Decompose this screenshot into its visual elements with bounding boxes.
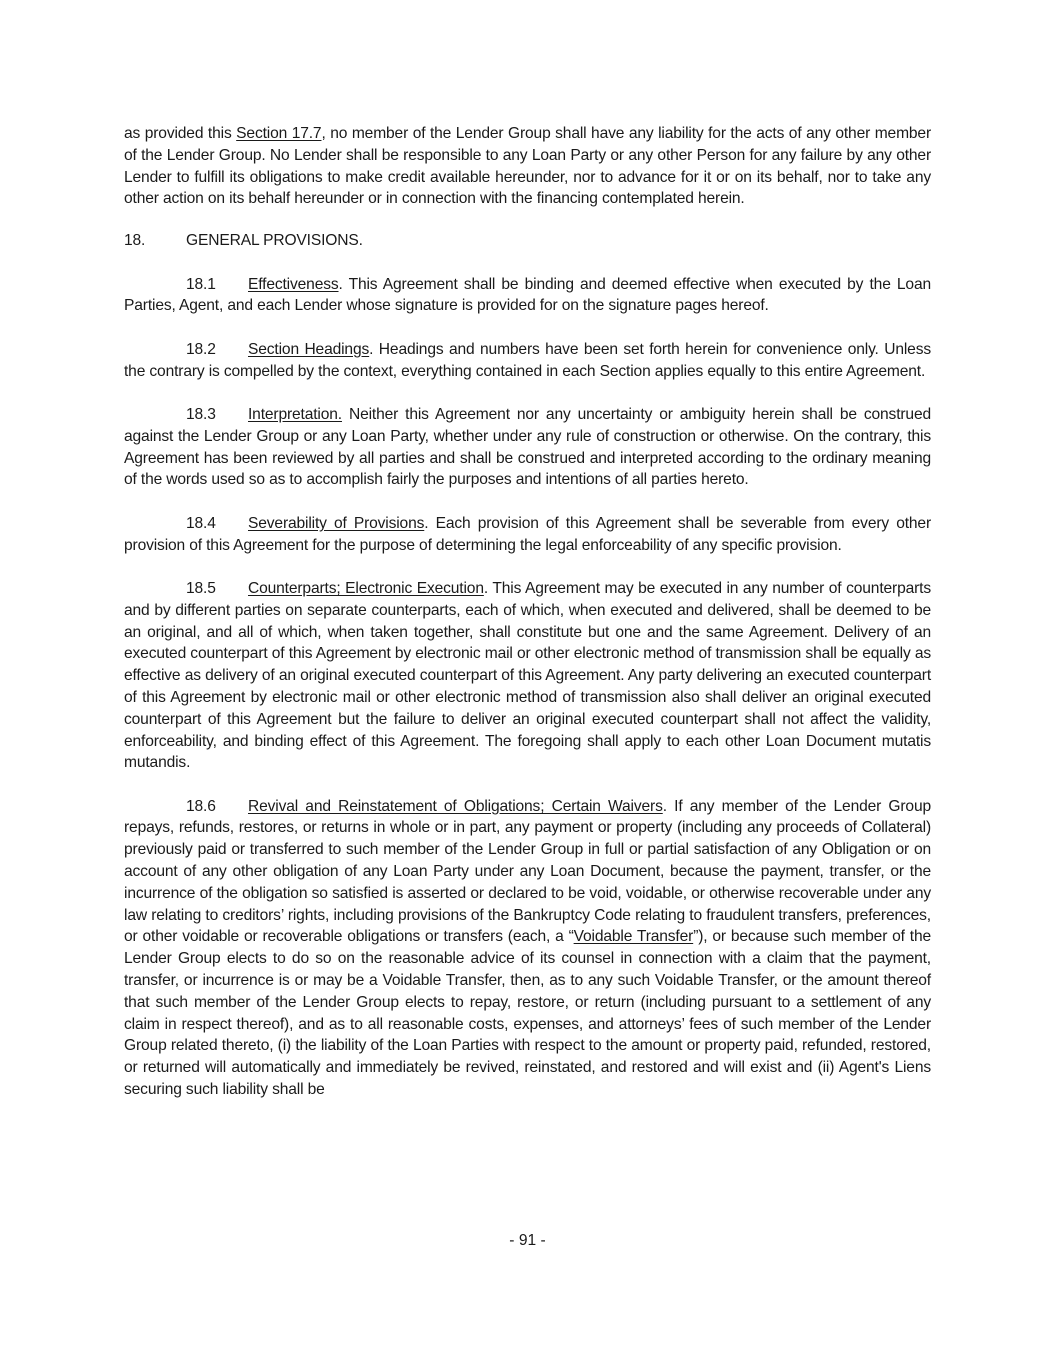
section-number: 18.2 [186, 340, 216, 358]
section-body: . This Agreement may be executed in any number of counterparts and by different parties on separate counterparts, each of which, when executed and delivered, shall be deemed to be an original, and all of which, when taken together, shall constitute but one and the same Agreement. Delivery of an executed counterpart of this Agreement by electronic mail or other electronic method of transmission shall be equally as effective as delivery of an original executed counterpart of this Agreement. Any party delivering an executed counterpart of this Agreement by electronic mail or other electronic method of transmission also shall deliver an original executed counterpart of this Agreement but the failure to deliver an original executed counterpart shall not affect the validity, enforceability, and binding effect of this Agreement. The foregoing shall apply to each other Loan Document mutatis mutandis. [124, 579, 931, 772]
section-18-2 [124, 339, 931, 383]
section-body: . Each provision of this Agreement shall be severable from every other provision of this Agreement for the purpose of determining the legal enforceability of any specific provision. [124, 514, 931, 554]
section-heading: Severability of Provisions [248, 514, 425, 532]
section-body: . This Agreement shall be binding and deemed effective when executed by the Loan Parties, Agent, and each Lender whose signature is provided for on the signature pages hereof. [124, 275, 931, 315]
document-page [124, 123, 931, 1122]
section-heading: Effectiveness [248, 275, 339, 293]
section-number: 18.1 [186, 275, 216, 293]
continuation-post: , no member of the Lender Group shall have any liability for the acts of any other member of the Lender Group. No Lender shall be responsible to any Loan Party or any other Person for any failure by any other Lender to fulfill its obligations to make credit available hereunder, nor to advance for it or on its behalf, nor to take any other action on its behalf hereunder or in connection with the financing contemplated herein. [124, 125, 931, 208]
section-reference-link: Section 17.7 [236, 125, 322, 142]
section-heading: Revival and Reinstatement of Obligations; Certain Waivers [248, 797, 663, 815]
section-number: 18.4 [186, 514, 216, 532]
section-number: 18.5 [186, 579, 216, 597]
article-heading [124, 230, 931, 252]
article-title: GENERAL PROVISIONS. [186, 232, 363, 250]
section-heading: Interpretation. [248, 405, 342, 423]
section-body-part1: . If any member of the Lender Group repays, refunds, restores, or returns in whole or in part, any payment or property (including any proceeds of Collateral) previously paid or transferred to such member of the Lender Group in full or partial satisfaction of any Obligation or on account of any other obligation of any Loan Party under any Loan Document, because the payment, transfer, or the incurrence of the obligation so satisfied is asserted or declared to be void, voidable, or otherwise recoverable under any law relating to creditors’ rights, including provisions of the Bankruptcy Code relating to fraudulent transfers, preferences, or other voidable or recoverable obligations or transfers (each, a “ [124, 797, 931, 946]
continuation-paragraph [124, 123, 931, 210]
section-body: . Headings and numbers have been set forth herein for convenience only. Unless the contrary is compelled by the context, everything contained in each Section applies equally to this entire Agreement. [124, 340, 931, 380]
section-body-part2: ”), or because such member of the Lender Group elects to do so on the reasonable advice of its counsel in connection with a claim that the payment, transfer, or incurrence is or may be a Voidable Transfer, then, as to any such Voidable Transfer, or the amount thereof that such member of the Lender Group elects to repay, restore, or return (including pursuant to a settlement of any claim in respect thereof), and as to all reasonable costs, expenses, and attorneys’ fees of such member of the Lender Group related thereto, (i) the liability of the Loan Parties with respect to the amount or property paid, refunded, restored, or returned will automatically and immediately be revived, reinstated, and restored and will exist and (ii) Agent's Liens securing such liability shall be [124, 928, 932, 1099]
section-number: 18.6 [186, 797, 216, 815]
section-body: Neither this Agreement nor any uncertainty or ambiguity herein shall be construed against the Lender Group or any Loan Party, whether under any rule of construction or otherwise. On the contrary, this Agreement has been reviewed by all parties and shall be construed and interpreted according to the ordinary meaning of the words used so as to accomplish fairly the purposes and intentions of all parties hereto. [124, 405, 931, 489]
section-18-4 [124, 513, 931, 557]
section-18-3 [124, 404, 931, 491]
defined-term-voidable-transfer: Voidable Transfer [573, 928, 694, 946]
article-number: 18. [124, 232, 146, 250]
section-18-1 [124, 274, 931, 318]
section-18-5 [124, 578, 931, 774]
page-number: - 91 - [509, 1232, 546, 1249]
section-heading: Counterparts; Electronic Execution [248, 579, 484, 597]
continuation-pre: as provided this [124, 125, 237, 142]
section-18-6 [124, 796, 931, 1101]
section-number: 18.3 [186, 405, 216, 423]
section-heading: Section Headings [248, 340, 370, 358]
